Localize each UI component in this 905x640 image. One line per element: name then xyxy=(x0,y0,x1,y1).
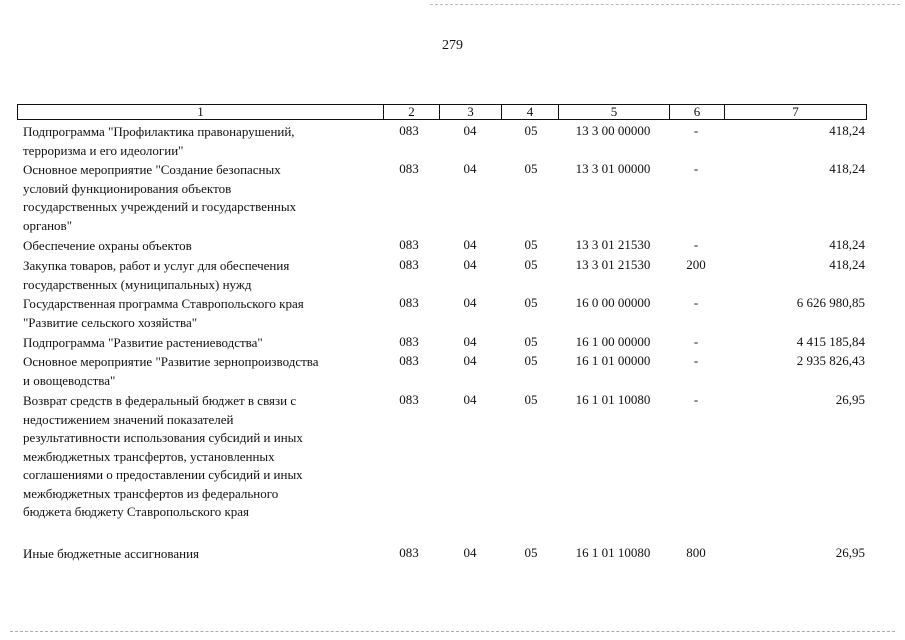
row-podrazdel: 05 xyxy=(524,295,538,310)
row-vr: - xyxy=(693,295,699,310)
row-razdel: 04 xyxy=(463,392,477,407)
row-sum: 418,24 xyxy=(829,123,865,138)
row-vr: 800 xyxy=(686,545,706,560)
row-vedomstvo: 083 xyxy=(399,123,419,138)
row-razdel: 04 xyxy=(463,295,477,310)
row-razdel: 04 xyxy=(463,257,477,272)
row-razdel: 04 xyxy=(463,353,477,368)
row-vr: - xyxy=(693,353,699,368)
row-sum: 2 935 826,43 xyxy=(796,353,865,368)
row-vedomstvo: 083 xyxy=(399,392,419,407)
table-header xyxy=(17,104,867,120)
row-sum: 418,24 xyxy=(829,237,865,252)
row-podrazdel: 05 xyxy=(524,392,538,407)
header-col-1: 1 xyxy=(18,105,384,119)
row-vr: - xyxy=(693,237,699,252)
row-csr: 16 1 01 10080 xyxy=(575,392,651,407)
row-sum: 418,24 xyxy=(829,257,865,272)
row-vedomstvo: 083 xyxy=(399,353,419,368)
row-razdel: 04 xyxy=(463,237,477,252)
scan-artifact-top xyxy=(430,4,900,5)
row-vedomstvo: 083 xyxy=(399,257,419,272)
row-csr: 13 3 00 00000 xyxy=(575,123,651,138)
row-vr: 200 xyxy=(686,257,706,272)
row-sum: 26,95 xyxy=(835,392,865,407)
header-col-5: 5 xyxy=(559,105,670,119)
row-podrazdel: 05 xyxy=(524,161,538,176)
row-vr: - xyxy=(693,334,699,349)
row-csr: 13 3 01 00000 xyxy=(575,161,651,176)
row-sum: 418,24 xyxy=(829,161,865,176)
row-vedomstvo: 083 xyxy=(399,334,419,349)
row-name: Подпрограмма "Развитие растениеводства" xyxy=(23,335,263,350)
row-sum: 6 626 980,85 xyxy=(796,295,865,310)
row-name: Государственная программа Ставропольского края "Развитие сельского хозяйства" xyxy=(23,296,304,330)
row-csr: 13 3 01 21530 xyxy=(575,257,651,272)
row-name: Подпрограмма "Профилактика правонарушений, терроризма и его идеологии" xyxy=(23,124,295,158)
row-csr: 13 3 01 21530 xyxy=(575,237,651,252)
row-vr: - xyxy=(693,123,699,138)
scan-artifact-bottom xyxy=(10,631,895,632)
row-podrazdel: 05 xyxy=(524,334,538,349)
row-vedomstvo: 083 xyxy=(399,237,419,252)
row-csr: 16 1 00 00000 xyxy=(575,334,651,349)
row-name: Основное мероприятие "Создание безопасных условий функционирования объектов государственных учреждений и государственных органов" xyxy=(23,162,297,233)
row-razdel: 04 xyxy=(463,334,477,349)
header-col-2: 2 xyxy=(384,105,440,119)
row-vedomstvo: 083 xyxy=(399,545,419,560)
row-name: Возврат средств в федеральный бюджет в связи с недостижением значений показателей результативности использования субсидий и иных межбюджетных трансфертов, установленных соглашениями о предоставлении субсидий и иных межбюджетных трансфертов из федерального бюджета бюджету Ставропольского края xyxy=(23,393,303,519)
row-sum: 26,95 xyxy=(835,545,865,560)
row-podrazdel: 05 xyxy=(524,257,538,272)
row-vr: - xyxy=(693,392,699,407)
page-number: 279 xyxy=(442,38,463,53)
row-name: Основное мероприятие "Развитие зернопроизводства и овощеводства" xyxy=(23,354,319,388)
row-razdel: 04 xyxy=(463,123,477,138)
row-name: Иные бюджетные ассигнования xyxy=(23,546,200,561)
row-csr: 16 0 00 00000 xyxy=(575,295,651,310)
row-name: Обеспечение охраны объектов xyxy=(23,238,192,253)
row-sum: 4 415 185,84 xyxy=(796,334,865,349)
row-vedomstvo: 083 xyxy=(399,295,419,310)
row-vr: - xyxy=(693,161,699,176)
row-razdel: 04 xyxy=(463,161,477,176)
row-vedomstvo: 083 xyxy=(399,161,419,176)
row-name: Закупка товаров, работ и услуг для обеспечения государственных (муниципальных) нужд xyxy=(23,258,290,292)
header-col-6: 6 xyxy=(670,105,725,119)
row-podrazdel: 05 xyxy=(524,353,538,368)
row-podrazdel: 05 xyxy=(524,545,538,560)
header-col-4: 4 xyxy=(502,105,559,119)
row-razdel: 04 xyxy=(463,545,477,560)
row-podrazdel: 05 xyxy=(524,237,538,252)
header-col-7: 7 xyxy=(792,104,799,119)
header-col-3: 3 xyxy=(440,105,502,119)
row-podrazdel: 05 xyxy=(524,123,538,138)
row-csr: 16 1 01 10080 xyxy=(575,545,651,560)
row-csr: 16 1 01 00000 xyxy=(575,353,651,368)
